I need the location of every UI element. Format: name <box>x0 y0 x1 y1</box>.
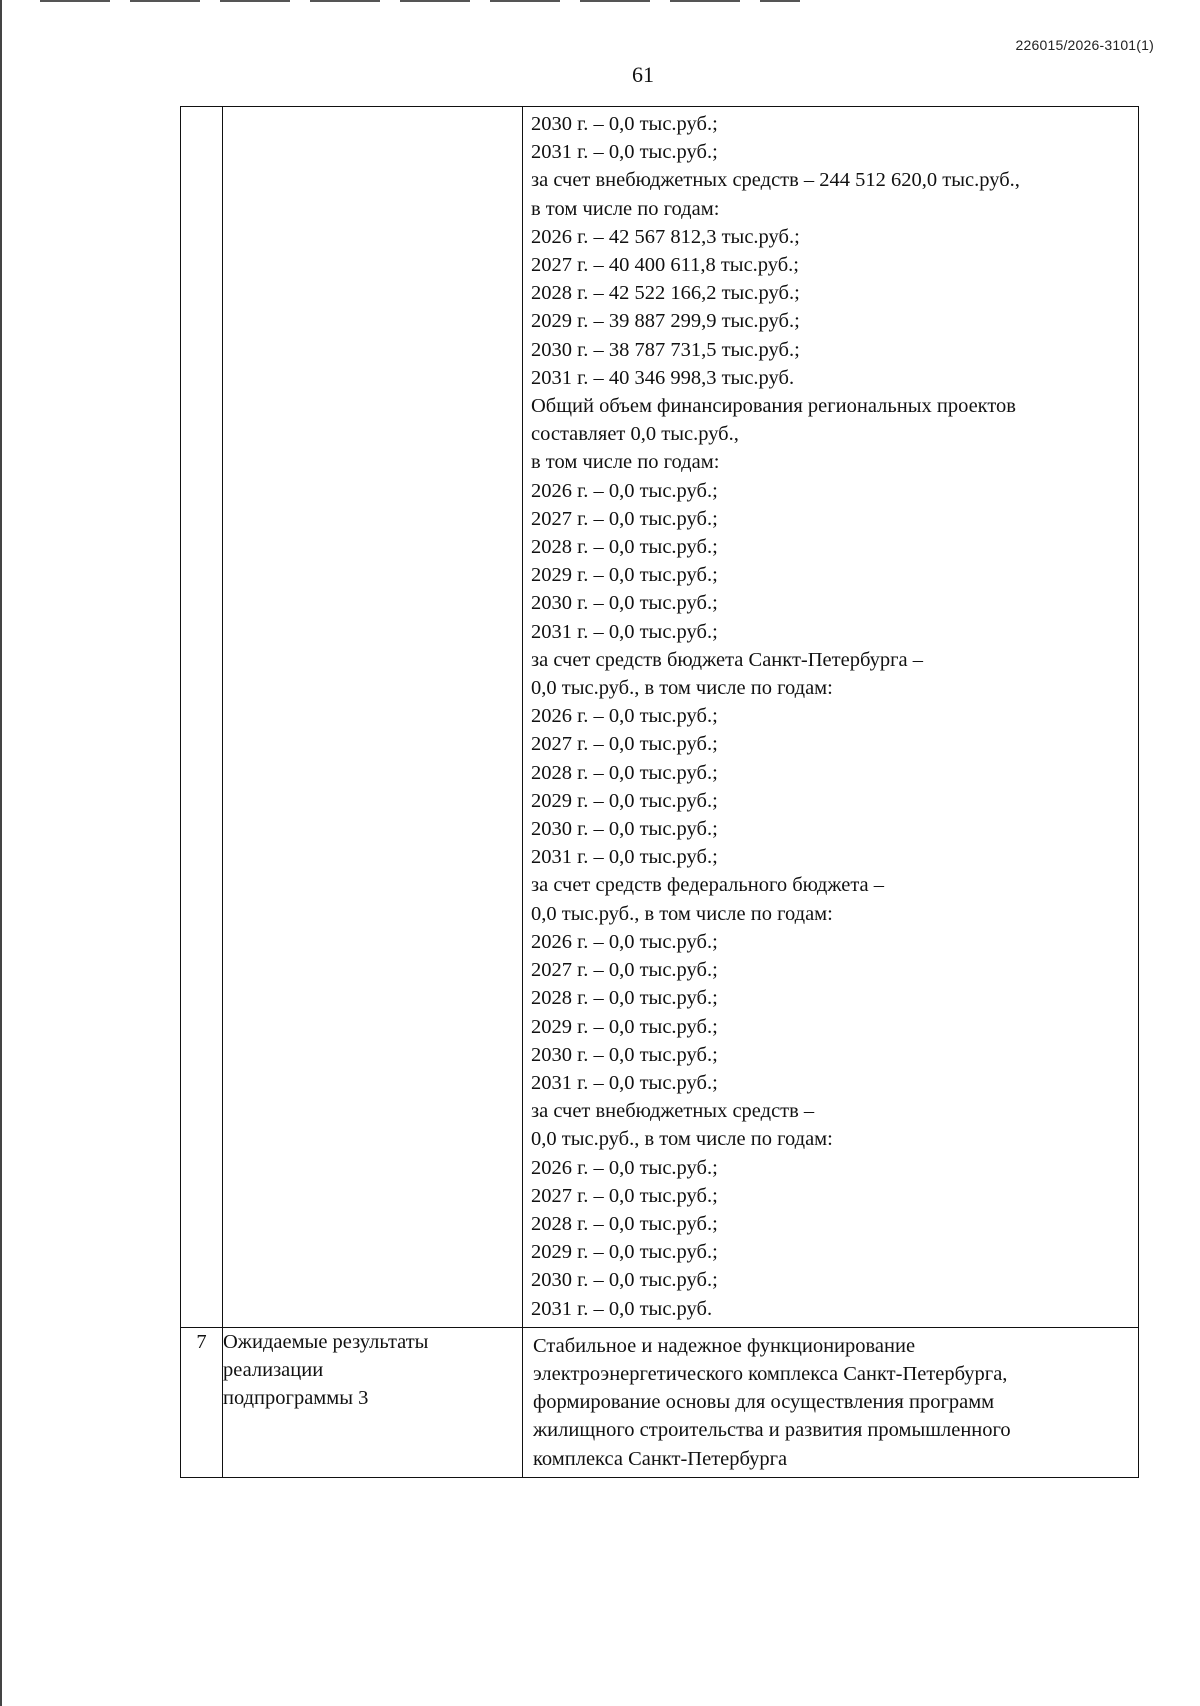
result-line: формирование основы для осуществления программ <box>533 1391 995 1414</box>
financing-line: 2031 г. – 0,0 тыс.руб.; <box>531 141 718 164</box>
financing-line: 2028 г. – 0,0 тыс.руб.; <box>531 1212 718 1235</box>
result-line: жилищного строительства и развития промышленного <box>533 1419 1011 1442</box>
result-line: электроэнергетического комплекса Санкт-Петербурга, <box>533 1362 1008 1385</box>
financing-line: 0,0 тыс.руб., в том числе по годам: <box>531 677 833 700</box>
label-line: Ожидаемые результаты <box>223 1330 429 1353</box>
financing-line: 2031 г. – 0,0 тыс.руб.; <box>531 620 718 643</box>
financing-line: 2031 г. – 0,0 тыс.руб.; <box>531 1071 718 1094</box>
financing-line: 2027 г. – 0,0 тыс.руб.; <box>531 1184 718 1207</box>
financing-details-cell <box>523 107 1139 1328</box>
financing-line: 2030 г. – 0,0 тыс.руб.; <box>531 818 718 841</box>
financing-line: 2030 г. – 38 787 731,5 тыс.руб.; <box>531 338 800 361</box>
scan-left-edge <box>0 0 2 1706</box>
financing-line: 2029 г. – 0,0 тыс.руб.; <box>531 564 718 587</box>
financing-line: 2029 г. – 0,0 тыс.руб.; <box>531 1241 718 1264</box>
financing-line: 2030 г. – 0,0 тыс.руб.; <box>531 1269 718 1292</box>
financing-line: 2031 г. – 0,0 тыс.руб.; <box>531 846 718 869</box>
financing-line: 2028 г. – 42 522 166,2 тыс.руб.; <box>531 282 800 305</box>
financing-line: в том числе по годам: <box>531 197 720 220</box>
label-line: подпрограммы 3 <box>223 1387 369 1410</box>
financing-line: 2027 г. – 0,0 тыс.руб.; <box>531 507 718 530</box>
financing-line: 2027 г. – 0,0 тыс.руб.; <box>531 959 718 982</box>
row-number-cell <box>181 107 223 1328</box>
financing-line: 2030 г. – 0,0 тыс.руб.; <box>531 1043 718 1066</box>
row-label-cell <box>223 107 523 1328</box>
expected-results-label-cell <box>223 1327 523 1477</box>
financing-line: 2029 г. – 39 887 299,9 тыс.руб.; <box>531 310 800 333</box>
financing-line: 2026 г. – 0,0 тыс.руб.; <box>531 930 718 953</box>
scan-top-edge <box>40 0 800 2</box>
financing-line: 2031 г. – 0,0 тыс.руб. <box>531 1297 713 1320</box>
financing-line: за счет внебюджетных средств – <box>531 1100 815 1123</box>
expected-results-value-cell <box>523 1327 1139 1477</box>
page-number: 61 <box>632 62 654 87</box>
financing-line: 2031 г. – 40 346 998,3 тыс.руб. <box>531 366 795 389</box>
expected-results-text <box>523 1328 1138 1477</box>
financing-line: 0,0 тыс.руб., в том числе по годам: <box>531 902 833 925</box>
financing-line: 0,0 тыс.руб., в том числе по годам: <box>531 1128 833 1151</box>
result-line: Стабильное и надежное функционирование <box>533 1334 916 1357</box>
subprogram-passport-table <box>180 106 1139 1478</box>
table-row-financing-continuation <box>181 107 1139 1328</box>
financing-line: 2028 г. – 0,0 тыс.руб.; <box>531 987 718 1010</box>
document-id: 226015/2026-3101(1) <box>1015 37 1154 53</box>
financing-line: 2026 г. – 42 567 812,3 тыс.руб.; <box>531 225 800 248</box>
table-row-expected-results <box>181 1327 1139 1477</box>
row-number-cell: 7 <box>181 1327 223 1477</box>
financing-lines <box>523 107 1138 1327</box>
financing-line: 2030 г. – 0,0 тыс.руб.; <box>531 113 718 135</box>
financing-line: 2027 г. – 0,0 тыс.руб.; <box>531 733 718 756</box>
result-line: комплекса Санкт-Петербурга <box>533 1447 788 1470</box>
financing-line: 2026 г. – 0,0 тыс.руб.; <box>531 705 718 728</box>
label-line: реализации <box>223 1358 324 1381</box>
financing-line: 2029 г. – 0,0 тыс.руб.; <box>531 789 718 812</box>
financing-line: 2029 г. – 0,0 тыс.руб.; <box>531 1015 718 1038</box>
financing-line: 2027 г. – 40 400 611,8 тыс.руб.; <box>531 254 800 277</box>
financing-line: 2028 г. – 0,0 тыс.руб.; <box>531 536 718 559</box>
financing-line: за счет внебюджетных средств – 244 512 620,0 тыс.руб., <box>531 169 1020 192</box>
financing-line: 2028 г. – 0,0 тыс.руб.; <box>531 761 718 784</box>
financing-line: в том числе по годам: <box>531 451 720 474</box>
financing-line: за счет средств бюджета Санкт-Петербурга – <box>531 648 923 671</box>
financing-line: Общий объем финансирования региональных проектов <box>531 395 1016 418</box>
financing-line: 2026 г. – 0,0 тыс.руб.; <box>531 1156 718 1179</box>
financing-line: составляет 0,0 тыс.руб., <box>531 423 739 446</box>
financing-line: за счет средств федерального бюджета – <box>531 874 885 897</box>
financing-line: 2030 г. – 0,0 тыс.руб.; <box>531 592 718 615</box>
financing-line: 2026 г. – 0,0 тыс.руб.; <box>531 479 718 502</box>
